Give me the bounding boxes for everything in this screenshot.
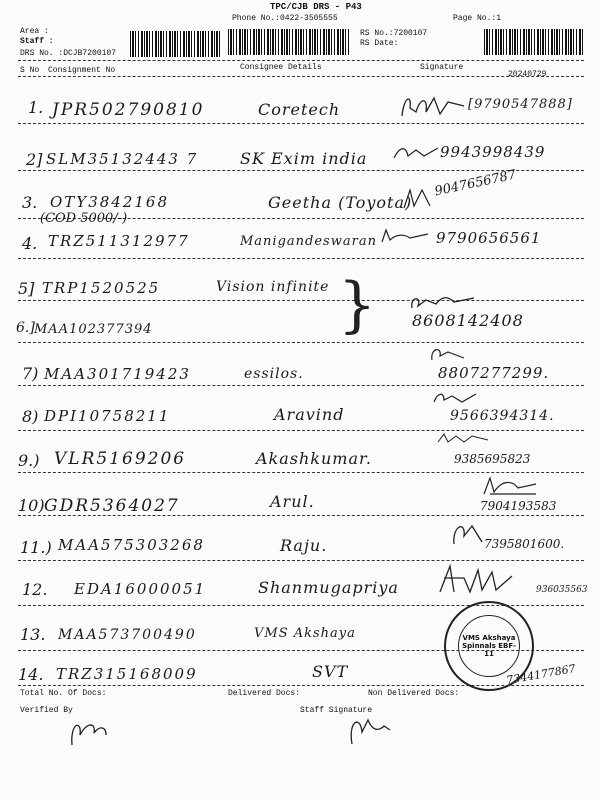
signature-mark (380, 228, 432, 246)
area-label: Area : (20, 27, 49, 36)
barcode-center (228, 29, 350, 55)
signature-mark (436, 432, 492, 446)
signature-mark (480, 474, 540, 498)
row-rule (18, 300, 584, 301)
entry-sno: 9.) (18, 451, 40, 470)
consignee-name: Geetha (Toyota) (268, 193, 413, 212)
entry-sno: 8) (22, 407, 39, 426)
phone-number-handwritten: [9790547888] (468, 97, 573, 112)
consignment-number: MAA575303268 (58, 536, 205, 554)
phone-number-handwritten: 8807277299. (438, 364, 550, 382)
entry-sno: 3. (22, 193, 38, 212)
entry-sno: 4. (22, 234, 38, 253)
entry-sno: 7) (22, 364, 39, 383)
entry-sno: 5] (18, 279, 35, 298)
phone-number-handwritten: 936035563 (536, 585, 588, 595)
stamp-text: VMS Akshaya Spinnals EBF-11 (458, 615, 520, 677)
signature-mark (436, 562, 516, 596)
consignment-number: TRZ315168009 (56, 665, 198, 683)
phone-number-handwritten: 9943998439 (440, 143, 546, 161)
consignee-name: SVT (312, 662, 349, 681)
entry-sno: 14. (18, 665, 44, 684)
document-title: TPC/CJB DRS - P43 (270, 2, 362, 12)
consignment-number: MAA301719423 (44, 365, 191, 383)
drs-number-left: DRS No. :DCJB7200107 (20, 49, 117, 58)
delivered-docs-label: Delivered Docs: (228, 689, 301, 698)
consignment-number: MAA573700490 (58, 627, 197, 643)
row-rule (18, 560, 584, 561)
consignee-name: Coretech (258, 100, 341, 119)
entry-sno: 12. (22, 580, 48, 599)
total-docs-label: Total No. Of Docs: (20, 689, 107, 698)
entry-sno: 10) (18, 496, 45, 515)
signature-mark (428, 344, 468, 364)
consignment-number: TRZ511312977 (48, 232, 190, 250)
column-signature: Signature (420, 63, 464, 72)
consignee-name: Vision infinite (216, 279, 330, 295)
rs-number: RS No.:7200107 (360, 29, 428, 38)
signature-mark (408, 290, 478, 312)
column-consignment: Consignment No (48, 66, 116, 75)
consignee-name: SK Exim india (240, 149, 368, 168)
signature-mark (400, 186, 436, 212)
signature-mark (450, 518, 486, 548)
verifier-signature (66, 715, 110, 749)
consignee-name: Manigandeswaran (240, 234, 377, 249)
phone-number: Phone No.:0422-3505555 (232, 14, 338, 23)
consignment-number: EDA16000051 (74, 580, 207, 598)
entry-sno: 1. (28, 98, 44, 117)
consignment-number: GDR5364027 (44, 496, 180, 516)
staff-signature-label: Staff Signature (300, 706, 373, 715)
page-number: Page No.:1 (453, 14, 502, 23)
phone-number-handwritten: 7904193583 (480, 499, 557, 513)
phone-number-handwritten: 9385695823 (454, 452, 531, 466)
signature-mark (392, 142, 442, 162)
consignment-number: MAA102377394 (34, 322, 153, 337)
row-rule (18, 385, 584, 386)
phone-number-handwritten: 9790656561 (436, 229, 542, 247)
consignee-name: VMS Akshaya (254, 626, 356, 641)
row-rule (18, 472, 584, 473)
staff-label: Staff : (20, 37, 54, 46)
row-rule (18, 430, 584, 431)
consignee-name: essilos. (244, 366, 304, 382)
header-divider (18, 60, 584, 61)
consignee-name: Arul. (270, 492, 315, 511)
column-sno: S No (20, 66, 40, 75)
row-rule (18, 258, 584, 259)
consignment-number: TRP1520525 (42, 279, 161, 297)
consignment-number: OTY3842168 (50, 193, 170, 211)
consignment-number: DPI10758211 (44, 407, 171, 425)
signature-mark (398, 92, 468, 120)
consignee-name: Shanmugapriya (258, 578, 399, 597)
column-divider (18, 76, 584, 77)
barcode-left (130, 31, 220, 57)
row-rule (18, 123, 584, 124)
phone-number-handwritten: 8608142408 (412, 311, 524, 330)
entry-sno: 2] (26, 150, 43, 169)
entry-sno: 6.] (16, 320, 35, 336)
group-bracket: } (338, 270, 377, 340)
column-date: 20240729 (508, 70, 547, 79)
non-delivered-docs-label: Non Delivered Docs: (368, 689, 460, 698)
phone-number-handwritten: 7344177867 (505, 662, 577, 687)
cod-note: (COD 5000/-) (40, 211, 128, 226)
verified-by-label: Verified By (20, 706, 73, 715)
entry-sno: 11.) (20, 538, 52, 557)
staff-signature (344, 712, 394, 748)
entry-sno: 13. (20, 625, 46, 644)
signature-mark (432, 390, 480, 406)
row-rule (18, 342, 584, 343)
barcode-right (484, 29, 584, 55)
rs-date: RS Date: (360, 39, 399, 48)
consignment-number: SLM35132443 7 (46, 150, 199, 168)
consignee-name: Raju. (280, 536, 328, 555)
consignee-name: Akashkumar. (256, 449, 372, 468)
phone-number-handwritten: 9047656787 (433, 167, 518, 200)
column-consignee: Consignee Details (240, 63, 322, 72)
phone-number-handwritten: 7395801600. (484, 537, 565, 551)
phone-number-handwritten: 9566394314. (450, 408, 555, 424)
consignment-number: JPR502790810 (52, 100, 205, 120)
consignee-name: Aravind (274, 405, 345, 424)
consignment-number: VLR5169206 (54, 449, 187, 469)
